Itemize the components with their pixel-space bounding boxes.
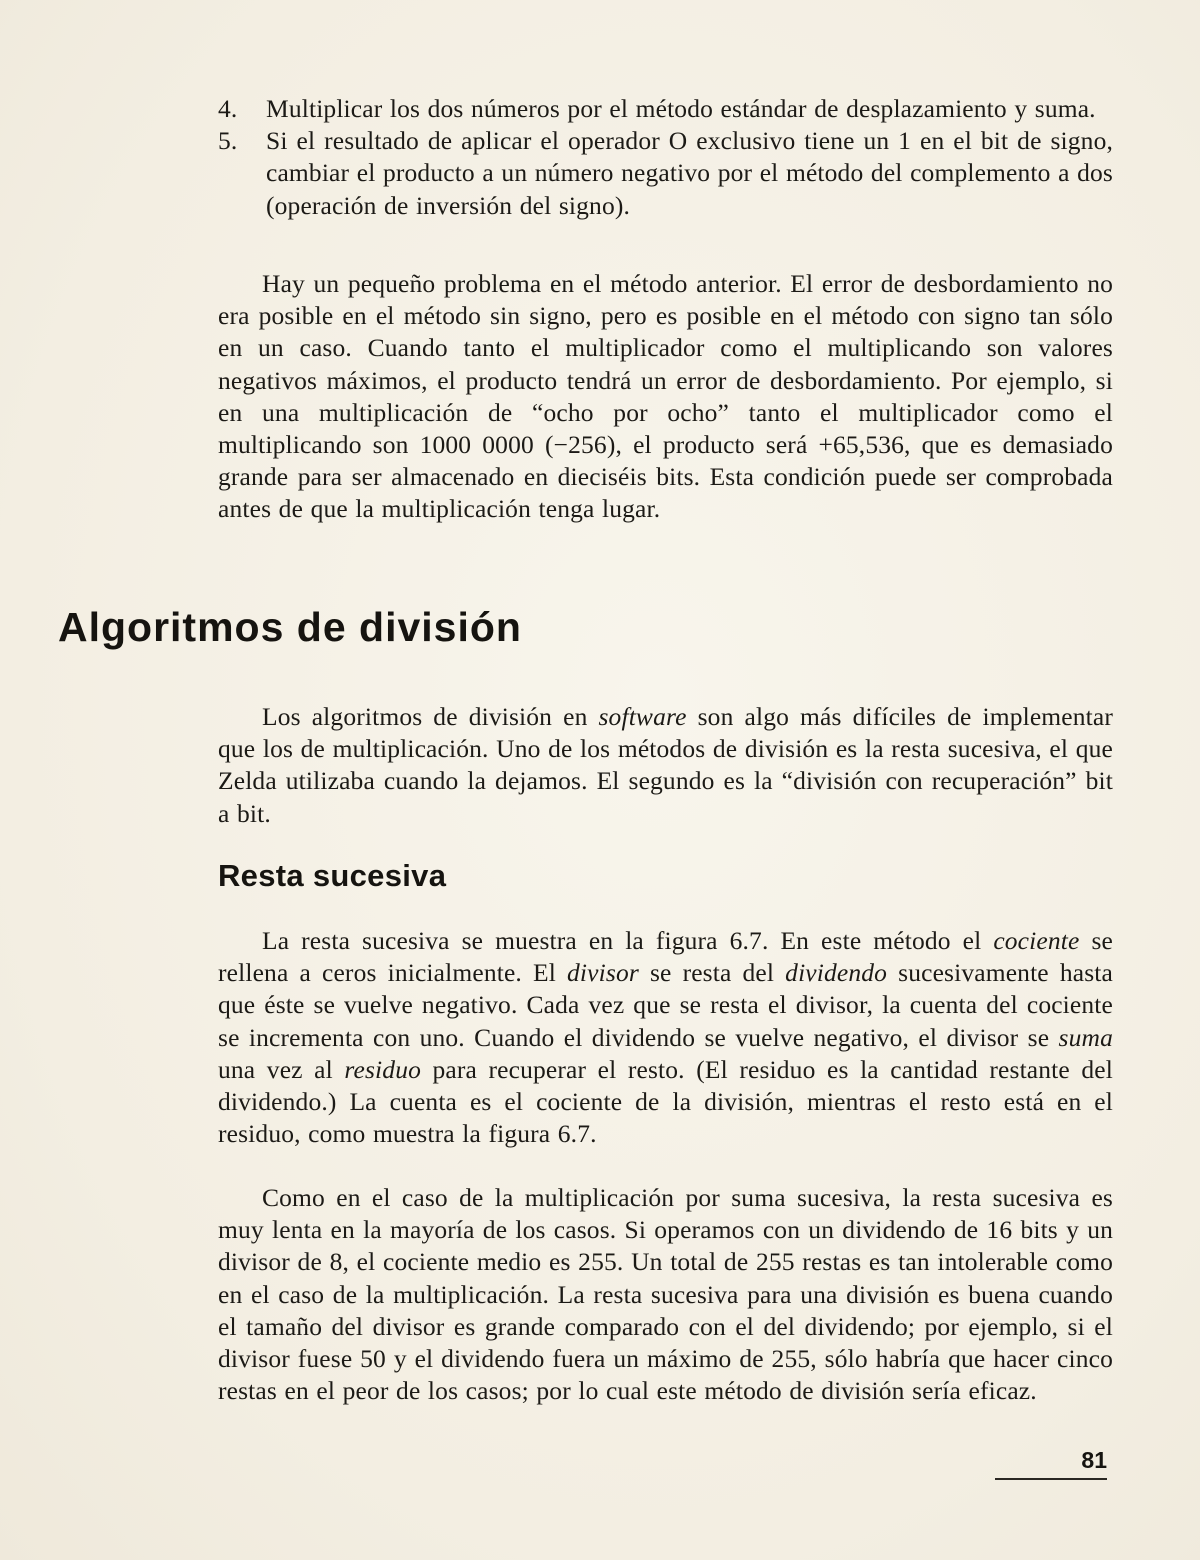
resta-text: una vez al (218, 1054, 345, 1084)
resta-emphasis: residuo (344, 1054, 421, 1084)
list-item-number: 4. (218, 94, 238, 123)
subsection-heading: Resta sucesiva (218, 858, 447, 893)
resta-emphasis: divisor (567, 958, 639, 988)
resta-emphasis: cociente (993, 926, 1080, 955)
paragraph-resta-sucesiva (218, 925, 1113, 1150)
intro-text: son algo más difíciles de implementar que los de multiplicación. Uno de los métodos de división es la resta sucesiva, el que Zelda utilizaba cuando la dejamos. El segundo es la “división con recuperación” bit a bit. (218, 702, 1113, 828)
resta-text: para recuperar el resto. (El residuo es la cantidad restante del dividendo.) La cuenta es el cociente de la división, mientras el resto está en el residuo, como muestra la figura 6.7. (218, 1054, 1114, 1149)
section-heading: Algoritmos de división (58, 604, 522, 650)
list-item-number: 5. (218, 126, 238, 156)
list-item (218, 125, 1113, 222)
intro-text: Los algoritmos de división en (262, 702, 599, 731)
list-item-text: Multiplicar los dos números por el método estándar de desplazamiento y suma. (266, 94, 1096, 123)
paragraph-intro (218, 701, 1113, 830)
resta-emphasis: suma (1058, 1022, 1113, 1052)
page-number: 81 (1081, 1447, 1107, 1473)
resta-emphasis: dividendo (785, 958, 888, 988)
list-item-text: Si el resultado de aplicar el operador O exclusivo tiene un 1 en el bit de signo, cambiar el producto a un número negativo por el método del complemento a dos (operación de inversión del signo). (266, 126, 1113, 220)
resta-text: se resta del (638, 958, 786, 988)
resta-text: se rellena a ceros inicialmente. El (218, 926, 1113, 988)
numbered-list (218, 93, 1113, 222)
list-item (218, 93, 1113, 125)
intro-emphasis: software (598, 702, 687, 731)
resta-text: sucesivamente hasta que éste se vuelve negativo. Cada vez que se resta el divisor, la cuenta del cociente se incrementa con uno. Cuando el dividendo se vuelve negativo, el divisor se (218, 958, 1113, 1052)
footer-rule (995, 1478, 1107, 1480)
resta-text: La resta sucesiva se muestra en la figura 6.7. En este método el (262, 926, 994, 955)
paragraph-overflow: Hay un pequeño problema en el método anterior. El error de desbordamiento no era posible en el método sin signo, pero es posible en el método con signo tan sólo en un caso. Cuando tanto el multiplicador como el multiplicando son valores negativos máximos, el producto tendrá un error de desbordamiento. Por ejemplo, si en una multiplicación de “ocho por ocho” tanto el multiplicador como el multiplicando son 1000 0000 (−256), el producto será +65,536, que es demasiado grande para ser almacenado en dieciséis bits. Esta condición puede ser comprobada antes de que la multiplicación tenga lugar. (218, 269, 1113, 524)
paragraph-comparison: Como en el caso de la multiplicación por suma sucesiva, la resta sucesiva es muy lenta en la mayoría de los casos. Si operamos con un dividendo de 16 bits y un divisor de 8, el cociente medio es 255. Un total de 255 restas es tan intolerable como en el caso de la multiplicación. La resta sucesiva para una división es buena cuando el tamaño del divisor es grande comparado con el del dividendo; por ejemplo, si el divisor fuese 50 y el dividendo fuera un máximo de 255, sólo habría que hacer cinco restas en el peor de los casos; por lo cual este método de división sería eficaz. (218, 1183, 1113, 1406)
